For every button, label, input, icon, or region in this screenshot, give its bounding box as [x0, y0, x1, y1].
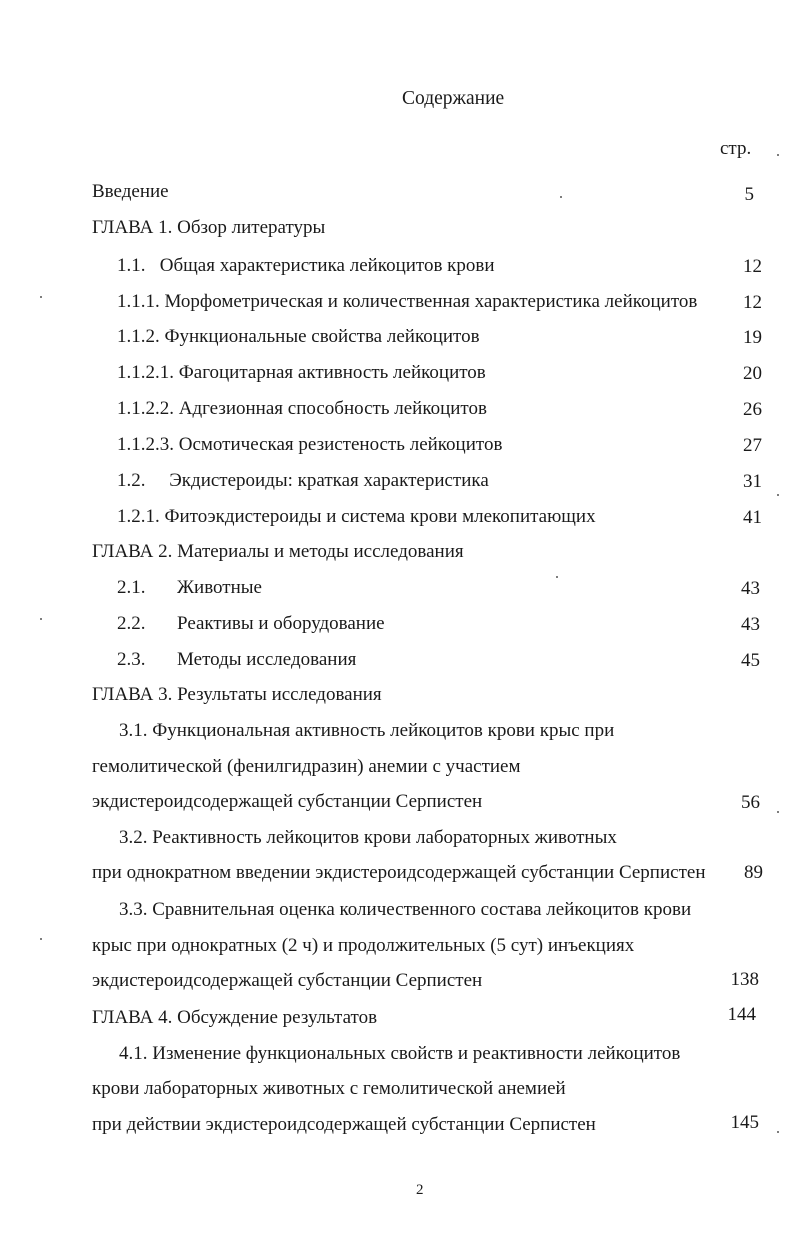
- toc-entry-text: 1.1. Общая характеристика лейкоцитов крови: [117, 255, 495, 276]
- toc-entry-text: 1.2.1. Фитоэкдистероиды и система крови млекопитающих: [117, 506, 596, 527]
- toc-entry-page: 45: [741, 650, 760, 671]
- toc-entry-number: 2.3.: [117, 649, 146, 670]
- toc-entry-page: 43: [741, 578, 760, 599]
- toc-entry-text: 1.1.2.2. Адгезионная способность лейкоцитов: [117, 398, 487, 419]
- toc-entry-page: 89: [744, 862, 763, 883]
- toc-entry-text: Реактивы и оборудование: [177, 613, 385, 634]
- scan-speck: [40, 618, 42, 620]
- toc-entry-text: экдистероидсодержащей субстанции Серпистен: [92, 791, 483, 812]
- toc-entry-text: 4.1. Изменение функциональных свойств и реактивности лейкоцитов: [119, 1043, 681, 1064]
- toc-entry-text: Животные: [177, 577, 262, 598]
- toc-entry-page: 12: [743, 256, 762, 277]
- scan-speck: [40, 296, 42, 298]
- page-title: Содержание: [402, 88, 505, 109]
- toc-chapter-heading: ГЛАВА 4. Обсуждение результатов: [92, 1007, 378, 1028]
- toc-entry-text: 1.1.2.1. Фагоцитарная активность лейкоцитов: [117, 362, 486, 383]
- toc-entry-page: 56: [741, 792, 760, 813]
- scan-speck: [777, 154, 779, 156]
- toc-chapter-heading: ГЛАВА 3. Результаты исследования: [92, 684, 382, 705]
- scan-speck: [777, 494, 779, 496]
- toc-entry-page: 145: [730, 1112, 759, 1133]
- toc-entry-page: 27: [743, 435, 762, 456]
- toc-entry-text: 1.1.2.3. Осмотическая резистеность лейкоцитов: [117, 434, 503, 455]
- toc-entry-text: крови лабораторных животных с гемолитической анемией: [92, 1078, 566, 1099]
- toc-entry-text: при действии экдистероидсодержащей субстанции Серпистен: [92, 1114, 596, 1135]
- toc-entry-text: экдистероидсодержащей субстанции Серпистен: [92, 970, 483, 991]
- toc-chapter-heading: ГЛАВА 1. Обзор литературы: [92, 217, 326, 238]
- toc-entry-number: 2.1.: [117, 577, 146, 598]
- toc-entry-number: 2.2.: [117, 613, 146, 634]
- toc-entry-text: 3.3. Сравнительная оценка количественного состава лейкоцитов крови: [119, 899, 692, 920]
- scan-speck: [560, 196, 562, 198]
- page-column-label: стр.: [720, 138, 752, 159]
- toc-entry-page: 5: [744, 184, 754, 205]
- toc-entry-page: 144: [727, 1004, 756, 1025]
- toc-entry-text: 3.2. Реактивность лейкоцитов крови лабораторных животных: [119, 827, 617, 848]
- toc-entry-text: Методы исследования: [177, 649, 357, 670]
- toc-entry-text: при однократном введении экдистероидсодержащей субстанции Серпистен: [92, 862, 706, 883]
- toc-entry-text: Введение: [92, 181, 169, 202]
- toc-entry-page: 26: [743, 399, 762, 420]
- toc-entry-page: 19: [743, 327, 762, 348]
- scan-speck: [556, 576, 558, 578]
- toc-entry-text: 1.1.1. Морфометрическая и количественная характеристика лейкоцитов: [117, 291, 698, 312]
- page-number: 2: [416, 1182, 424, 1198]
- toc-entry-page: 41: [743, 507, 762, 528]
- scan-speck: [777, 1131, 779, 1133]
- toc-entry-page: 31: [743, 471, 762, 492]
- toc-entry-text: крыс при однократных (2 ч) и продолжительных (5 сут) инъекциях: [92, 935, 635, 956]
- toc-entry-text: 1.1.2. Функциональные свойства лейкоцитов: [117, 326, 480, 347]
- toc-entry-page: 43: [741, 614, 760, 635]
- toc-entry-page: 20: [743, 363, 762, 384]
- toc-entry-text: 1.2. Экдистероиды: краткая характеристика: [117, 470, 489, 491]
- scan-speck: [777, 811, 779, 813]
- toc-entry-text: 3.1. Функциональная активность лейкоцитов крови крыс при: [119, 720, 615, 741]
- scan-speck: [40, 938, 42, 940]
- toc-entry-text: гемолитической (фенилгидразин) анемии с участием: [92, 756, 521, 777]
- toc-entry-page: 138: [730, 969, 759, 990]
- toc-entry-page: 12: [743, 292, 762, 313]
- toc-chapter-heading: ГЛАВА 2. Материалы и методы исследования: [92, 541, 464, 562]
